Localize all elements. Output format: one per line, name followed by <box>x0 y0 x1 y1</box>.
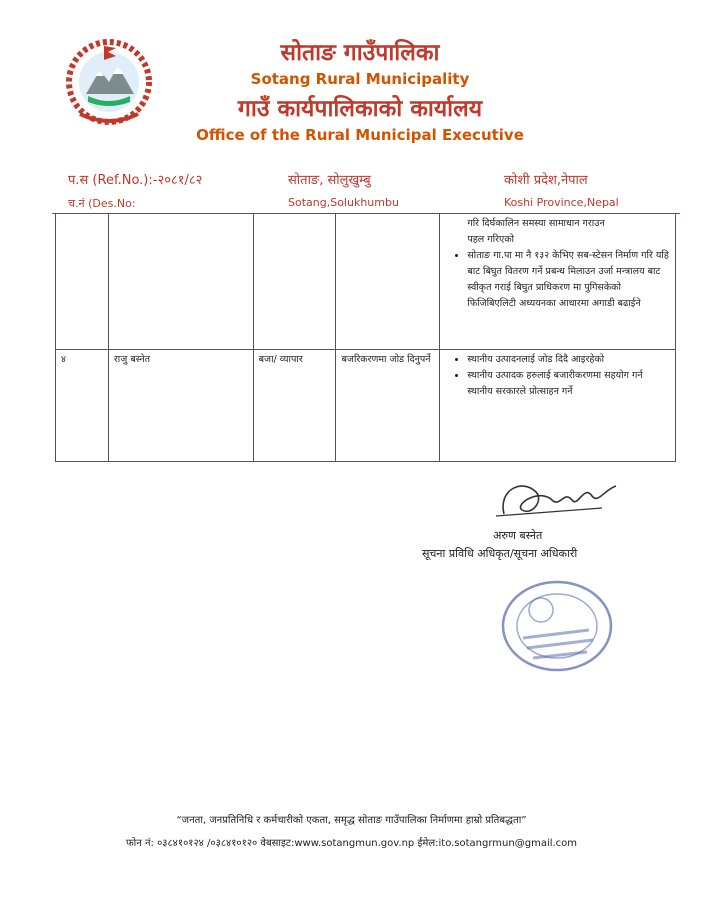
cell-sector <box>253 214 336 350</box>
cell-sector: बजा/ व्यापार <box>253 350 336 462</box>
municipality-title-np: सोताङ गाउँपालिका <box>280 40 440 66</box>
province-en: Koshi Province,Nepal <box>504 196 619 209</box>
table-row <box>56 350 676 462</box>
footer-slogan: “जनता, जनप्रतिनिधि र कर्मचारीको एकता, समृद्ध सोताङ गाउँपालिका निर्माणमा हाम्रो प्रतिबद्धता” <box>176 815 527 826</box>
office-title-np: गाउँ कार्यपालिकाको कार्यालय <box>237 96 483 122</box>
cell-issue: बजरिकरणमा जोड दिनुपर्ने <box>336 350 440 462</box>
nepal-emblem-icon <box>58 36 160 126</box>
letterhead <box>0 0 703 215</box>
list-item: • स्थानीय उत्पादक हरुलाई बजारीकरणमा सहयोग गर्न स्थानीय सरकारले प्रोत्साहन गर्ने <box>467 368 670 400</box>
province-np: कोशी प्रदेश,नेपाल <box>504 173 588 188</box>
cell-action <box>440 214 676 350</box>
action-list <box>445 352 670 400</box>
cell-action <box>440 350 676 462</box>
action-continued-line: गरि दिर्घकालिन समस्या सामाधान गराउन <box>467 218 605 229</box>
cell-sn: ४ <box>56 350 109 462</box>
table-row <box>56 214 676 350</box>
list-item: • सोताङ गा.पा मा नै १३२ केभिए सब-स्टेसन निर्माण गरि यहि बाट बिघुत वितरण गर्ने प्रबन्ध मिलाउन उर्जा मन्त्रालय बाट स्वीकृत गराई बिघुत प्राधिकरण मा पुगिसकेको फिजिबिएलिटी अध्ययनका आधारमा अगाडी बढाईने <box>467 248 670 312</box>
place-np: सोताङ, सोलुखुम्बु <box>288 173 371 188</box>
action-list <box>445 248 670 312</box>
cell-name <box>108 214 253 350</box>
cell-sn <box>56 214 109 350</box>
des-number: च.नं (Des.No: <box>68 197 136 210</box>
content-table <box>55 213 676 462</box>
place-en: Sotang,Solukhumbu <box>288 196 399 209</box>
signer-title: सूचना प्रविधि अधिकृत/सूचना अधिकारी <box>422 547 578 560</box>
signer-name: अरुण बस्नेत <box>493 529 543 542</box>
municipality-title-en: Sotang Rural Municipality <box>250 70 470 88</box>
signature-mark <box>492 470 622 530</box>
title-block <box>180 38 540 150</box>
footer-contact: फोन नं: ०३८४१०१२४ /०३८४१०१२० वेबसाइट:www.sotangmun.gov.np ईमेल:ito.sotangrmun@gmail.com <box>125 838 578 849</box>
cell-name: राजु बस्नेत <box>108 350 253 462</box>
ref-number: प.स (Ref.No.):-२०८१/८२ <box>68 173 203 188</box>
office-stamp-icon <box>497 576 617 676</box>
list-item: • स्थानीय उत्पादनलाई जोड दिदै आइरहेको <box>467 352 670 368</box>
action-continued-line: पहल गरिएको <box>467 234 514 245</box>
office-title-en: Office of the Rural Municipal Executive <box>196 126 524 144</box>
cell-issue <box>336 214 440 350</box>
